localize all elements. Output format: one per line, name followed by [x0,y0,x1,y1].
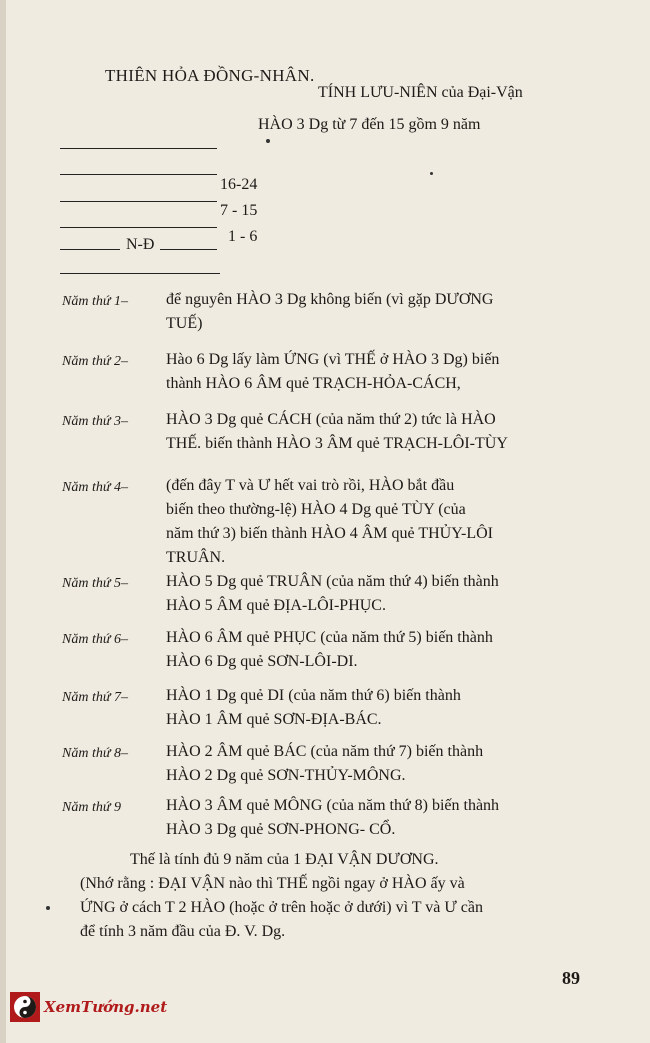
year-entry [62,408,582,458]
text-line: thành HÀO 6 ÂM quẻ TRẠCH-HỎA-CÁCH, [166,375,461,392]
text-line: TRUÂN. [166,549,226,566]
hexagram-line-3 [60,227,217,228]
hexagram-line-2-right [160,249,217,250]
text-line: HÀO 2 ÂM quẻ BÁC (của năm thứ 7) biến thành [166,743,484,760]
text-line: HÀO 6 ÂM quẻ PHỤC (của năm thứ 5) biến thành [166,629,493,646]
text-line: HÀO 3 Dg quẻ CÁCH (của năm thứ 2) tức là HÀO [166,411,496,428]
year-label: Năm thứ 3– [62,414,128,429]
text-line: HÀO 5 Dg quẻ TRUÂN (của năm thứ 4) biến thành [166,573,499,590]
text-line: HÀO 6 Dg quẻ SƠN-LÔI-DI. [166,653,358,670]
year-entry [62,348,582,398]
hexagram-line-1 [60,273,220,274]
year-label: Năm thứ 6– [62,632,128,647]
text-line: (đến đây T và Ư hết vai trò rồi, HÀO bắt đầu [166,477,455,494]
year-text [166,684,576,732]
margin-mark [46,906,50,910]
year-entry [62,626,582,676]
watermark-logo [10,992,167,1022]
hexagram-marker: N-Đ [126,236,155,253]
year-text [166,740,576,788]
text-line: để nguyên HÀO 3 Dg không biến (vì gặp DƯƠNG [166,291,494,308]
year-text [166,408,576,456]
text-line: HÀO 1 ÂM quẻ SƠN-ĐỊA-BÁC. [166,711,382,728]
speck [430,172,433,175]
hexagram-line-4 [60,201,217,202]
line-range-label: 7 - 15 [220,202,258,219]
text-line: Hào 6 Dg lấy làm ỨNG (vì THẾ ở HÀO 3 Dg) biến [166,351,500,368]
year-label: Năm thứ 7– [62,690,128,705]
year-text [166,794,576,842]
year-label: Năm thứ 5– [62,576,128,591]
year-entry [62,570,582,620]
year-label: Năm thứ 1– [62,294,128,309]
section-subheading: HÀO 3 Dg từ 7 đến 15 gồm 9 năm [258,116,481,133]
text-line: biến theo thường-lệ) HÀO 4 Dg quẻ TÙY (của [166,501,466,518]
year-text [166,626,576,674]
text-line: năm thứ 3) biến thành HÀO 4 ÂM quẻ THỦY-LÔI [166,525,493,542]
page-number: 89 [562,968,580,988]
year-label: Năm thứ 8– [62,746,128,761]
text-line: HÀO 1 Dg quẻ DI (của năm thứ 6) biến thành [166,687,461,704]
hexagram-line-5 [60,174,217,175]
yin-yang-icon [10,992,40,1022]
summary-paragraph [80,848,585,944]
year-entry [62,684,582,734]
year-text [166,474,576,570]
summary-line: (Nhớ rằng : ĐẠI VẬN nào thì THẾ ngồi ngay ở HÀO ấy và [80,875,465,892]
text-line: HÀO 5 ÂM quẻ ĐỊA-LÔI-PHỤC. [166,597,386,614]
year-entry [62,794,582,844]
text-line: THẾ. biến thành HÀO 3 ÂM quẻ TRẠCH-LÔI-TÙY [166,435,508,452]
hexagram-line-6 [60,148,217,149]
text-line: TUẾ) [166,315,203,332]
text-line: HÀO 3 ÂM quẻ MÔNG (của năm thứ 8) biến thành [166,797,500,814]
year-text [166,348,576,396]
year-entry [62,740,582,790]
year-entry [62,288,582,338]
section-heading: TÍNH LƯU-NIÊN của Đại-Vận [318,84,523,101]
line-range-label: 1 - 6 [228,228,258,245]
year-label: Năm thứ 9 [62,800,121,815]
year-label: Năm thứ 4– [62,480,128,495]
line-range-label: 16-24 [220,176,258,193]
year-label: Năm thứ 2– [62,354,128,369]
year-text [166,570,576,618]
year-text [166,288,576,336]
page-title: THIÊN HỎA ĐỒNG-NHÂN. [105,66,315,85]
text-line: HÀO 3 Dg quẻ SƠN-PHONG- CỔ. [166,821,396,838]
summary-line: để tính 3 năm đầu của Đ. V. Dg. [80,923,286,940]
summary-line: ỨNG ở cách T 2 HÀO (hoặc ở trên hoặc ở dưới) vì T và Ư cần [80,899,483,916]
speck [266,139,270,143]
summary-line: Thế là tính đủ 9 năm của 1 ĐẠI VẬN DƯƠNG. [130,851,439,868]
year-entry [62,474,582,572]
logo-text: XemTướng.net [44,998,168,1016]
hexagram-line-2-left [60,249,120,250]
text-line: HÀO 2 Dg quẻ SƠN-THỦY-MÔNG. [166,767,406,784]
page-gutter [0,0,6,1043]
